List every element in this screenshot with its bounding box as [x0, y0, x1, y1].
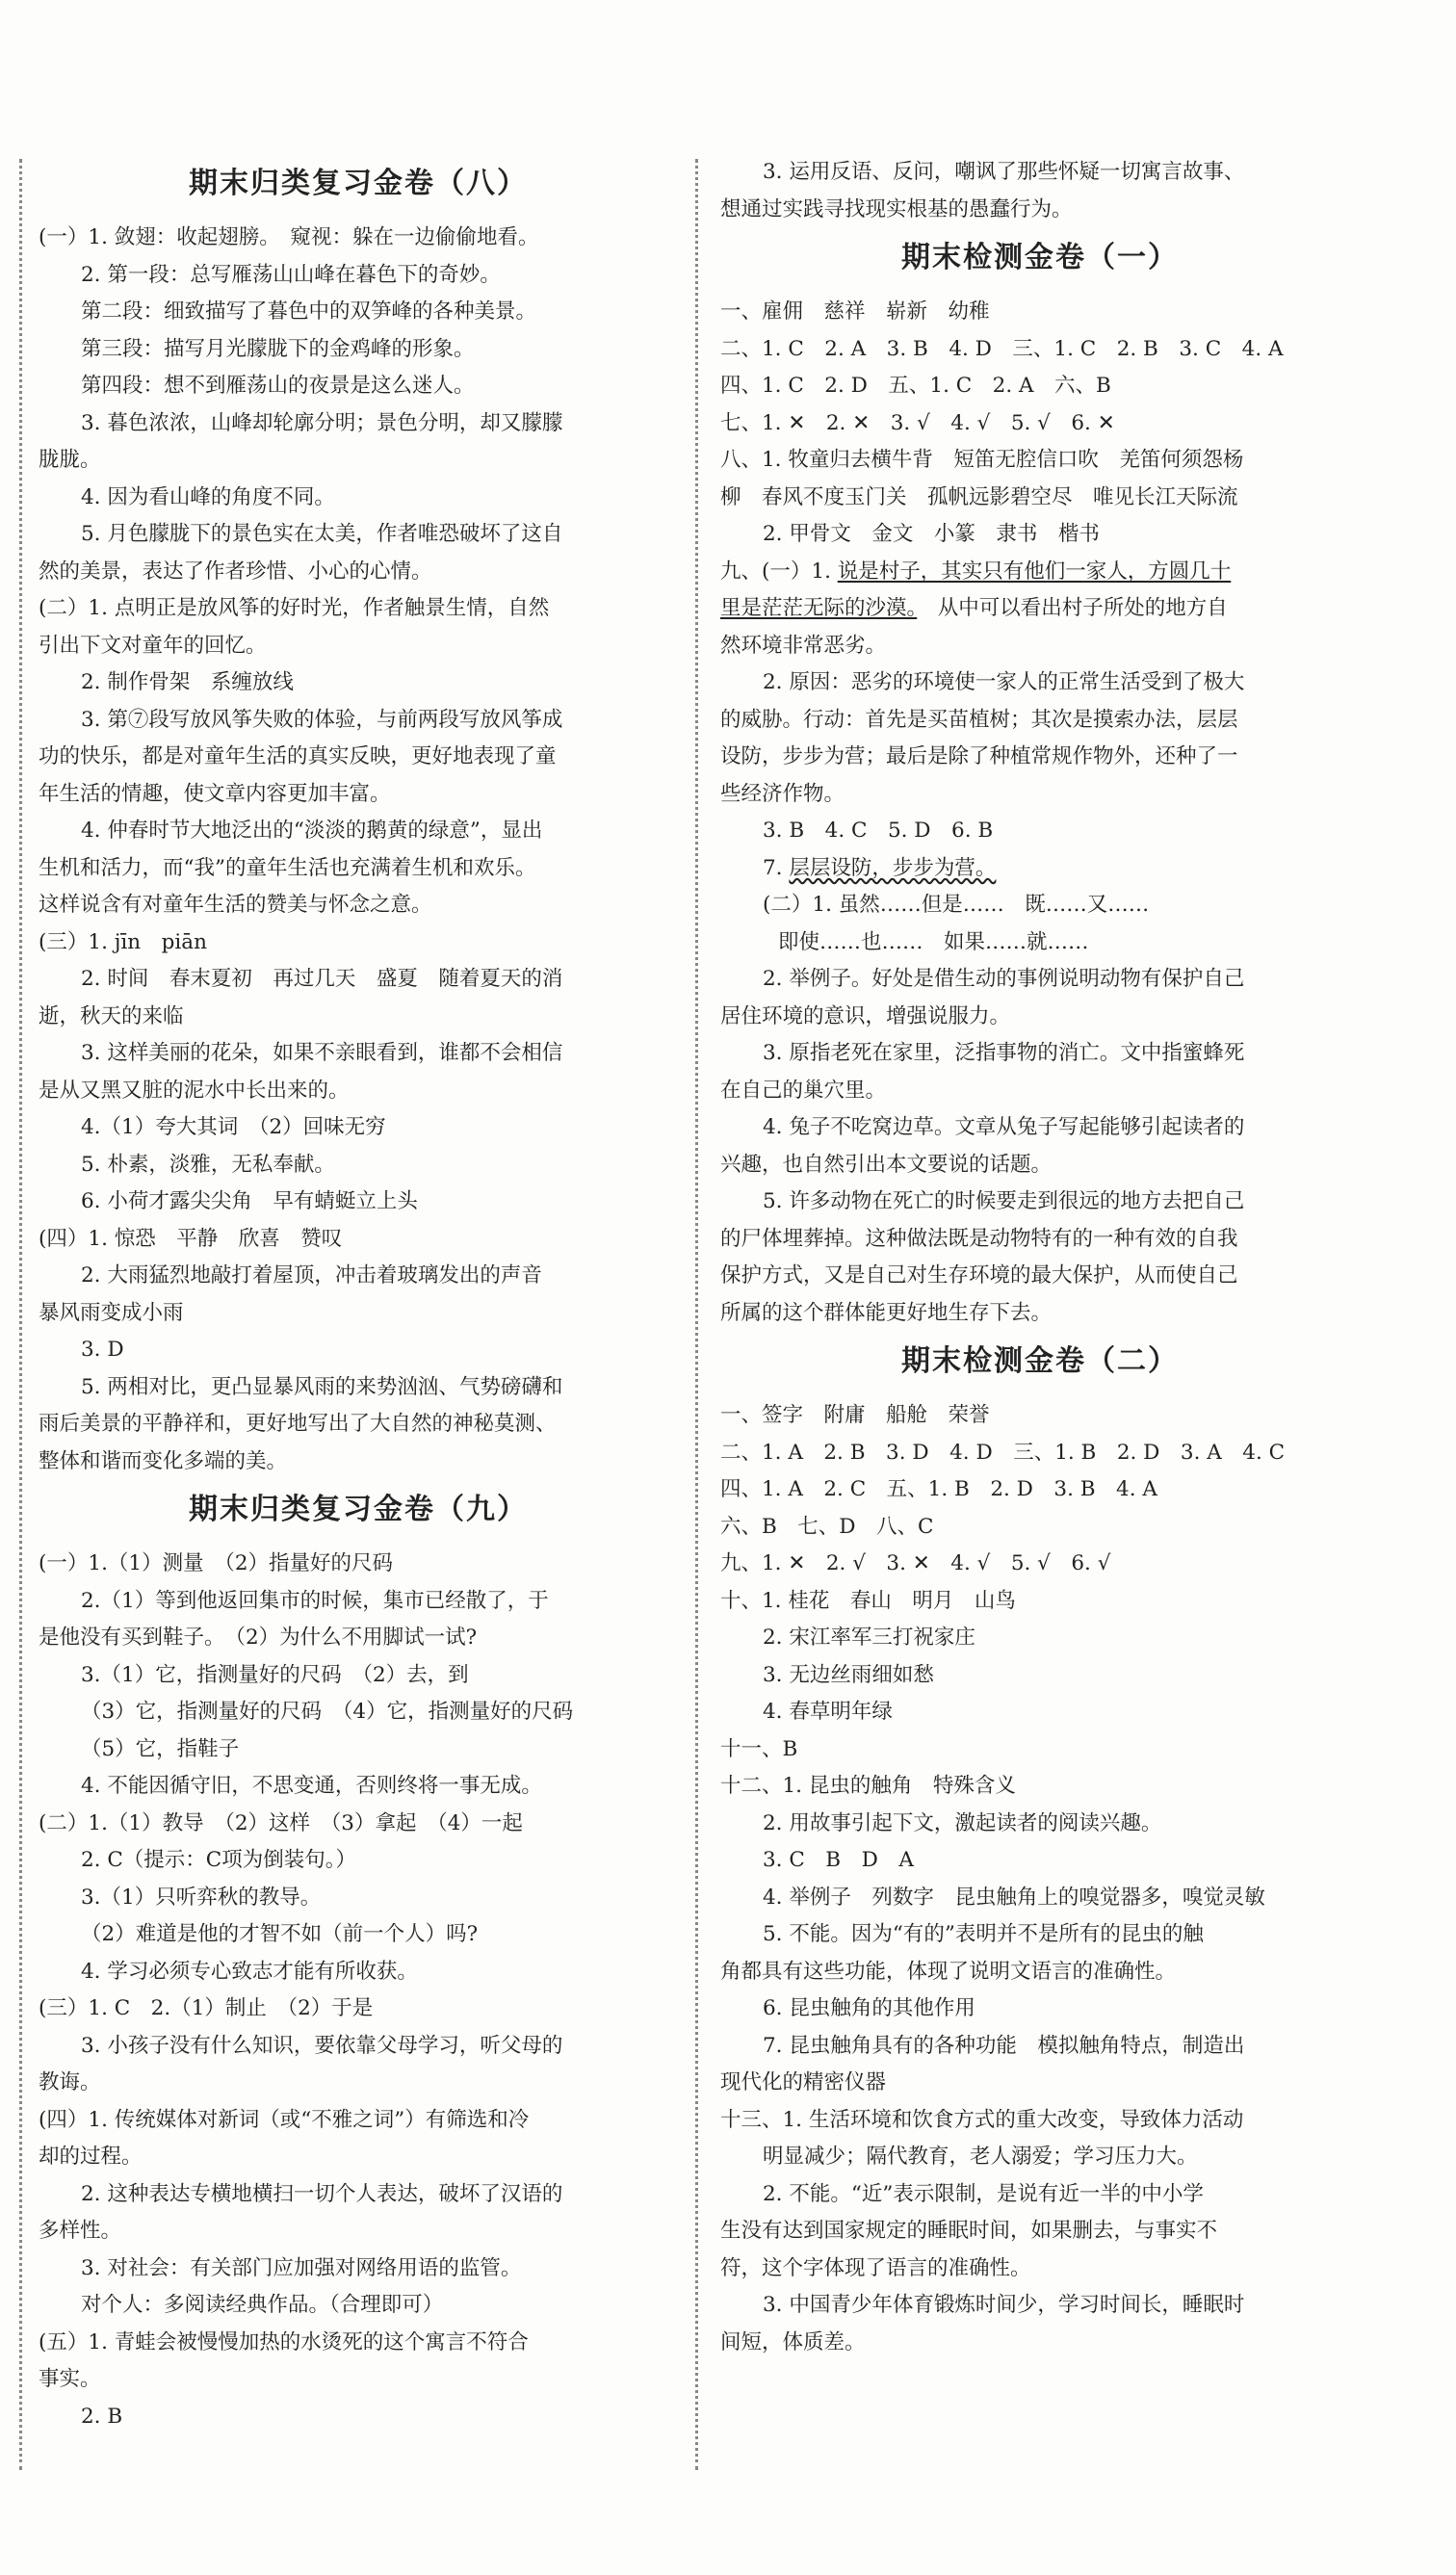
answer-line-q9 [720, 554, 1360, 591]
answer-line: (二）1.（1）教导 （2）这样 （3）拿起 （4）一起 [39, 1810, 523, 1835]
answer-line: 符，这个字体现了语言的准确性。 [720, 2255, 1031, 2280]
answer-line: 第二段：细致描写了暮色中的双笋峰的各种美景。 [81, 299, 537, 324]
answer-line: 2. 宋江率军三打祝家庄 [763, 1626, 975, 1650]
q9-prefix: 九、(一）1. [720, 559, 831, 584]
answer-line: 的威胁。行动：首先是买苗植树；其次是摸索办法，层层 [720, 707, 1238, 732]
answer-line: 二、1. A 2. B 3. D 4. D 三、1. B 2. D 3. A 4. C [720, 1440, 1286, 1465]
answer-line: 然的美景，表达了作者珍惜、小心的心情。 [39, 559, 432, 584]
answer-line: 2. 大雨猛烈地敲打着屋顶，冲击着玻璃发出的声音 [81, 1263, 542, 1288]
answer-line: 5. 月色朦胧下的景色实在太美，作者唯恐破坏了这自 [81, 522, 563, 546]
answer-line: 年生活的情趣，使文章内容更加丰富。 [39, 781, 391, 806]
answer-line: 对个人：多阅读经典作品。（合理即可） [81, 2293, 444, 2317]
section-title-9: 期末归类复习金卷（九） [189, 1493, 528, 1526]
answer-line: 教诲。 [39, 2070, 101, 2094]
answer-line: 2. B [81, 2404, 123, 2429]
answer-line-q9-cont [720, 590, 1360, 628]
answer-line: 的尸体埋葬掉。这种做法既是动物特有的一种有效的自我 [720, 1226, 1238, 1251]
answer-line-q7 [720, 850, 1360, 888]
answer-line: 3.（1）它，指测量好的尺码 （2）去，到 [81, 1662, 469, 1687]
q9-rest: 从中可以看出村子所处的地方自 [917, 596, 1228, 620]
center-dotted-divider [695, 159, 698, 2470]
answer-line: (二）1. 点明正是放风筝的好时光，作者触景生情，自然 [39, 596, 550, 620]
answer-line: (三）1. jīn piān [39, 929, 207, 954]
answer-line: 2.（1）等到他返回集市的时候，集市已经散了，于 [81, 1588, 549, 1613]
answer-line: 3. 原指老死在家里，泛指事物的消亡。文中指蜜蜂死 [763, 1041, 1245, 1065]
answer-line: 暴风雨变成小雨 [39, 1300, 184, 1325]
answer-line: 功的快乐，都是对童年生活的真实反映，更好地表现了童 [39, 744, 557, 768]
answer-line: 四、1. A 2. C 五、1. B 2. D 3. B 4. A [720, 1477, 1157, 1501]
answer-line: 2. 第一段：总写雁荡山山峰在暮色下的奇妙。 [81, 262, 501, 287]
answer-line: 十一、B [720, 1736, 798, 1761]
answer-line: 4. 不能因循守旧，不思变通，否则终将一事无成。 [81, 1774, 542, 1798]
answer-line: 第四段：想不到雁荡山的夜景是这么迷人。 [81, 374, 475, 398]
answer-line: 3. C B D A [763, 1848, 914, 1872]
answer-line: 四、1. C 2. D 五、1. C 2. A 六、B [720, 374, 1111, 398]
answer-line: 2. 时间 春末夏初 再过几天 盛夏 随着夏天的消 [81, 967, 563, 991]
answer-line: 引出下文对童年的回忆。 [39, 633, 267, 658]
underlined-answer: 里是茫茫无际的沙漠。 [720, 596, 918, 620]
exam-title-2: 期末检测金卷（二） [901, 1344, 1179, 1378]
answer-line: 2. 用故事引起下文，激起读者的阅读兴趣。 [763, 1810, 1162, 1835]
answer-line: 4. 春草明年绿 [763, 1700, 893, 1724]
answer-line: 4.（1）夸大其词 （2）回味无穷 [81, 1115, 386, 1139]
answer-line: 3. 这样美丽的花朵，如果不亲眼看到，谁都不会相信 [81, 1041, 563, 1065]
answer-line: 5. 两相对比，更凸显暴风雨的来势汹汹、气势磅礴和 [81, 1374, 563, 1399]
answer-line: 事实。 [39, 2367, 101, 2391]
exam-title-1: 期末检测金卷（一） [901, 241, 1179, 274]
answer-line: 2. 这种表达专横地横扫一切个人表达，破坏了汉语的 [81, 2181, 563, 2206]
left-column [39, 154, 678, 2435]
answer-line: 居住环境的意识，增强说服力。 [720, 1003, 1011, 1028]
answer-line: 4. 仲春时节大地泛出的“淡淡的鹅黄的绿意”，显出 [81, 819, 543, 843]
answer-line: 一、签字 附庸 船舱 荣誉 [720, 1403, 990, 1427]
answer-line: 整体和谐而变化多端的美。 [39, 1448, 288, 1473]
answer-line: 雨后美景的平静祥和，更好地写出了大自然的神秘莫测、 [39, 1412, 557, 1436]
answer-line: (三）1. C 2.（1）制止 （2）于是 [39, 1996, 374, 2020]
answer-line: （5）它，指鞋子 [81, 1736, 240, 1761]
answer-line: 3. D [81, 1338, 124, 1362]
answer-line: (四）1. 传统媒体对新词（或“不雅之词”）有筛选和冷 [39, 2107, 530, 2132]
answer-line: 3. 对社会：有关部门应加强对网络用语的监管。 [81, 2255, 522, 2280]
answer-line: 保护方式，又是自己对生存环境的最大保护，从而使自己 [720, 1263, 1238, 1288]
answer-line: 4. 举例子 列数字 昆虫触角上的嗅觉器多，嗅觉灵敏 [763, 1885, 1265, 1910]
answer-line: 七、1. ✕ 2. ✕ 3. √ 4. √ 5. √ 6. ✕ [720, 410, 1115, 435]
answer-line: 六、B 七、D 八、C [720, 1514, 934, 1539]
answer-line: 些经济作物。 [720, 781, 845, 806]
answer-line: 是他没有买到鞋子。 （2）为什么不用脚试一试? [39, 1626, 478, 1650]
answer-line: 是从又黑又脏的泥水中长出来的。 [39, 1078, 350, 1103]
answer-line: (一）1.（1）测量 （2）指量好的尺码 [39, 1551, 394, 1575]
answer-line: 这样说含有对童年生活的赞美与怀念之意。 [39, 893, 432, 917]
answer-line: 7. 昆虫触角具有的各种功能 模拟触角特点，制造出 [763, 2033, 1245, 2058]
answer-line: 2. C（提示：C项为倒装句。） [81, 1848, 356, 1872]
underlined-answer: 说是村子，其实只有他们一家人，方圆几十 [837, 559, 1232, 584]
answer-line: (五）1. 青蛙会被慢慢加热的水烫死的这个寓言不符合 [39, 2329, 529, 2354]
answer-line: 3. 第⑦段写放风筝失败的体验，与前两段写放风筝成 [81, 707, 563, 732]
answer-line: 6. 昆虫触角的其他作用 [763, 1996, 975, 2020]
answer-line: 4. 兔子不吃窝边草。文章从兔子写起能够引起读者的 [763, 1115, 1245, 1139]
answer-line: 3. 小孩子没有什么知识，要依靠父母学习，听父母的 [81, 2033, 563, 2058]
answer-line: 十、1. 桂花 春山 明月 山鸟 [720, 1588, 1016, 1613]
answer-line: 2. 不能。“近”表示限制，是说有近一半的中小学 [763, 2181, 1204, 2206]
answer-line: 多样性。 [39, 2219, 122, 2243]
answer-line: 所属的这个群体能更好地生存下去。 [720, 1300, 1053, 1325]
answer-line: 却的过程。 [39, 2145, 143, 2169]
answer-line: 3. 中国青少年体育锻炼时间少，学习时间长，睡眠时 [763, 2293, 1245, 2317]
answer-line: 间短，体质差。 [720, 2329, 866, 2354]
answer-line: 5. 不能。因为“有的”表明并不是所有的昆虫的触 [763, 1922, 1204, 1946]
answer-line: 二、1. C 2. A 3. B 4. D 三、1. C 2. B 3. C 4. A [720, 336, 1284, 361]
answer-line: 九、1. ✕ 2. √ 3. ✕ 4. √ 5. √ 6. √ [720, 1551, 1111, 1575]
answer-line: (一）1. 敛翅：收起翅膀。 窥视：躲在一边偷偷地看。 [39, 225, 539, 249]
answer-line: 十二、1. 昆虫的触角 特殊含义 [720, 1774, 1016, 1798]
answer-line: 设防，步步为营；最后是除了种植常规作物外，还种了一 [720, 744, 1238, 768]
left-dotted-margin [19, 159, 22, 2470]
answer-line: 第三段：描写月光朦胧下的金鸡峰的形象。 [81, 336, 475, 361]
answer-line: 八、1. 牧童归去横牛背 短笛无腔信口吹 羌笛何须怨杨 [720, 448, 1244, 472]
answer-line: (二）1. 虽然……但是…… 既……又…… [763, 893, 1150, 917]
answer-line: 兴趣，也自然引出本文要说的话题。 [720, 1152, 1053, 1177]
answer-line: (四）1. 惊恐 平静 欣喜 赞叹 [39, 1226, 343, 1251]
answer-line: 2. 举例子。好处是借生动的事例说明动物有保护自己 [763, 967, 1245, 991]
answer-line: 然环境非常恶劣。 [720, 633, 887, 658]
answer-line: 3. 暮色浓浓，山峰却轮廓分明；景色分明，却又朦朦 [81, 410, 563, 435]
answer-line: 角都具有这些功能，体现了说明文语言的准确性。 [720, 1959, 1177, 1984]
answer-line: 3. 运用反语、反问，嘲讽了那些怀疑一切寓言故事、 [763, 160, 1245, 184]
answer-line: 6. 小荷才露尖尖角 早有蜻蜓立上头 [81, 1189, 418, 1213]
answer-line: 十三、1. 生活环境和饮食方式的重大改变，导致体力活动 [720, 2107, 1244, 2132]
answer-line: 5. 朴素，淡雅，无私奉献。 [81, 1152, 335, 1177]
answer-line: 在自己的巢穴里。 [720, 1078, 887, 1103]
answer-line: 2. 制作骨架 系缠放线 [81, 670, 294, 694]
section-title-8: 期末归类复习金卷（八） [189, 167, 528, 200]
answer-line: 生没有达到国家规定的睡眠时间，如果删去，与事实不 [720, 2219, 1218, 2243]
answer-line: 现代化的精密仪器 [720, 2070, 887, 2094]
answer-line: 即使……也…… 如果……就…… [778, 929, 1089, 954]
answer-line: 3. B 4. C 5. D 6. B [763, 819, 994, 843]
answer-line: 明显减少；隔代教育，老人溺爱；学习压力大。 [763, 2145, 1198, 2169]
answer-line: 2. 甲骨文 金文 小篆 隶书 楷书 [763, 522, 1100, 546]
answer-line: 想通过实践寻找现实根基的愚蠢行为。 [720, 196, 1073, 221]
answer-line: 2. 原因：恶劣的环境使一家人的正常生活受到了极大 [763, 670, 1245, 694]
answer-line: （3）它，指测量好的尺码 （4）它，指测量好的尺码 [81, 1700, 574, 1724]
answer-line: 一、雇佣 慈祥 崭新 幼稚 [720, 299, 990, 324]
answer-line: 柳 春风不度玉门关 孤帆远影碧空尽 唯见长江天际流 [720, 484, 1238, 509]
q7-prefix: 7. [763, 855, 783, 880]
answer-line: （2）难道是他的才智不如（前一个人）吗? [81, 1922, 479, 1946]
wavy-underlined-answer: 层层设防，步步为营。 [789, 855, 997, 880]
answer-line: 3. 无边丝雨细如愁 [763, 1662, 934, 1687]
answer-line: 5. 许多动物在死亡的时候要走到很远的地方去把自己 [763, 1189, 1245, 1213]
right-column [720, 154, 1360, 2361]
answer-line: 4. 学习必须专心致志才能有所收获。 [81, 1959, 418, 1984]
answer-line: 逝，秋天的来临 [39, 1003, 184, 1028]
answer-line: 4. 因为看山峰的角度不同。 [81, 484, 335, 509]
answer-line: 生机和活力，而“我”的童年生活也充满着生机和欢乐。 [39, 855, 536, 880]
answer-line: 胧胧。 [39, 448, 101, 472]
answer-line: 3.（1）只听弈秋的教导。 [81, 1885, 322, 1910]
